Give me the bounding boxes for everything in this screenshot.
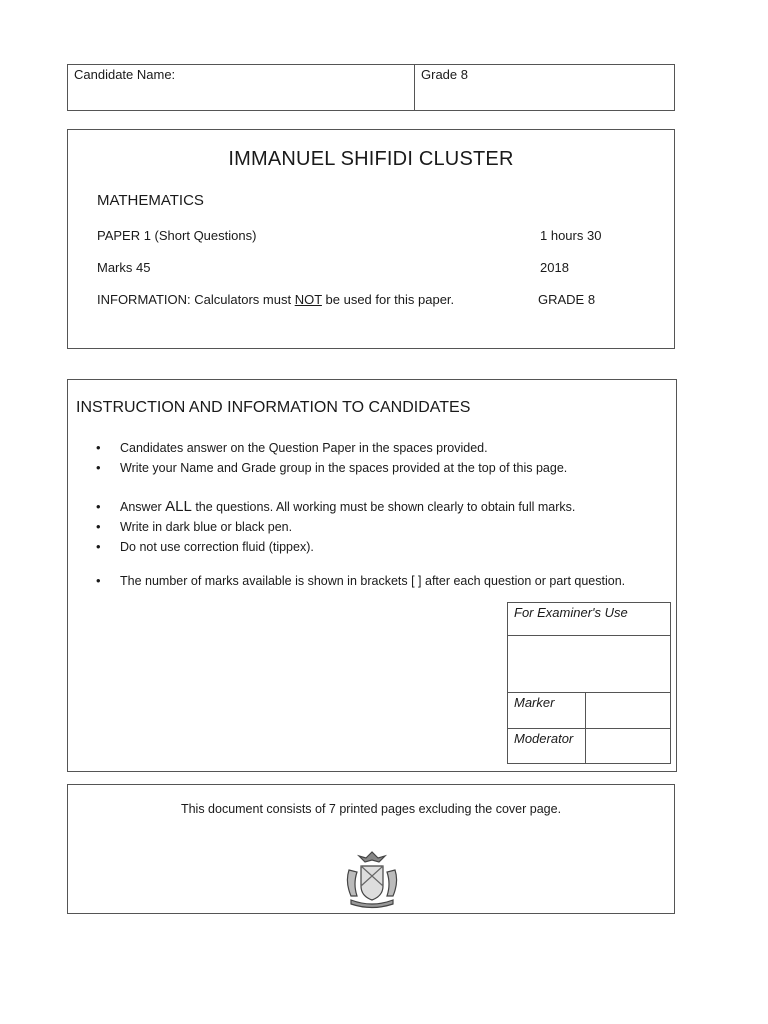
coat-of-arms-icon: [339, 848, 405, 910]
examiner-score-cell: [508, 636, 670, 693]
list-item: • Write your Name and Grade group in the spaces provided at the top of this page.: [92, 458, 567, 478]
list-item: • Do not use correction fluid (tippex).: [92, 537, 575, 557]
information-line: [97, 292, 454, 307]
duration-label: 1 hours 30: [540, 228, 602, 243]
list-item: • The number of marks available is shown in brackets [ ] after each question or part question.: [92, 572, 652, 590]
marks-label: Marks 45: [97, 260, 151, 275]
marker-label: Marker: [508, 693, 586, 728]
instructions-title: INSTRUCTION AND INFORMATION TO CANDIDATES: [76, 399, 471, 416]
moderator-row: [508, 729, 670, 763]
candidate-name-cell[interactable]: [68, 65, 415, 110]
list-item: • Write in dark blue or black pen.: [92, 517, 575, 537]
list-item: • Candidates answer on the Question Paper in the spaces provided.: [92, 438, 567, 458]
grade-cell: [415, 65, 674, 110]
grade-label: Grade 8: [421, 67, 468, 82]
candidate-name-label: Candidate Name:: [74, 67, 176, 82]
exam-title-box: [67, 129, 675, 349]
all-suffix: the questions. All working must be shown clearly to obtain full marks.: [191, 500, 576, 514]
instructions-list-2: [92, 497, 575, 557]
candidate-header: [67, 64, 675, 111]
instructions-list-3: [92, 572, 652, 590]
information-suffix: be used for this paper.: [321, 292, 455, 307]
moderator-label: Moderator: [508, 729, 586, 763]
information-prefix: INFORMATION: Calculators must: [97, 292, 295, 307]
all-prefix: Answer: [120, 500, 166, 514]
instructions-box: [67, 379, 677, 772]
subject-label: MATHEMATICS: [97, 192, 204, 209]
pages-note: This document consists of 7 printed pages excluding the cover page.: [180, 802, 562, 816]
grade-heading: GRADE 8: [538, 292, 596, 307]
all-emphasis: ALL: [165, 498, 192, 515]
examiner-use-table: [507, 602, 671, 764]
information-emphasis: NOT: [294, 292, 322, 307]
year-label: 2018: [540, 260, 569, 275]
list-item: [92, 497, 575, 517]
paper-label: PAPER 1 (Short Questions): [97, 228, 257, 243]
marker-row: [508, 693, 670, 729]
examiner-heading: For Examiner's Use: [508, 603, 670, 636]
footer-box: [67, 784, 675, 914]
cluster-title: IMMANUEL SHIFIDI CLUSTER: [228, 148, 514, 170]
instructions-list-1: [92, 438, 567, 478]
